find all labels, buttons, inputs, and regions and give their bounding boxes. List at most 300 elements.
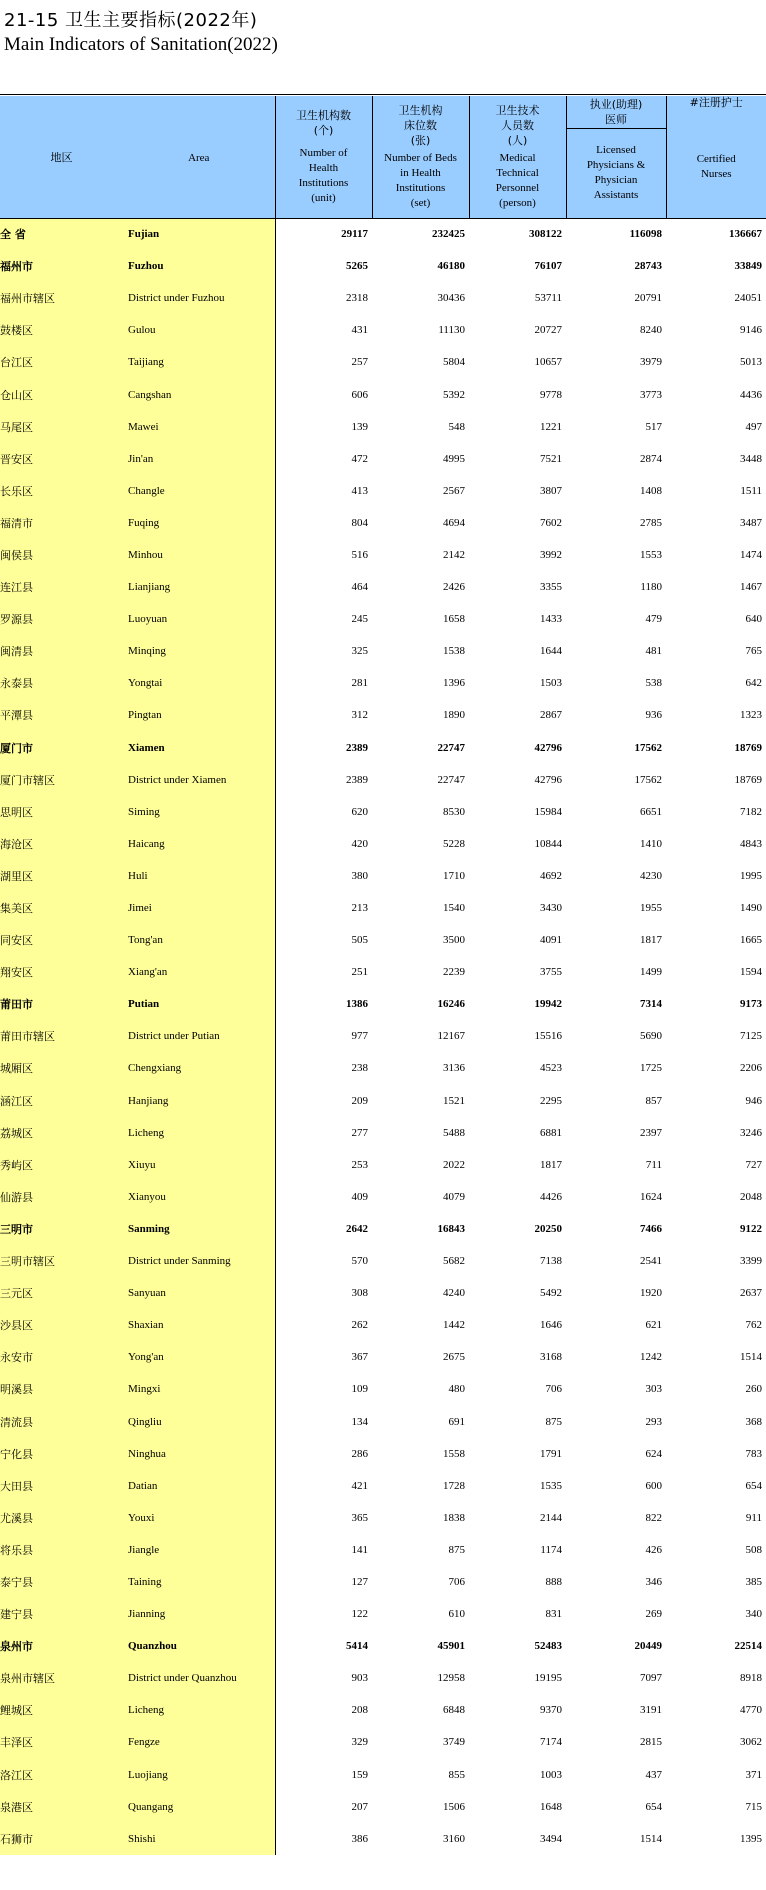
- value-institutions: 109: [351, 1383, 368, 1396]
- value-institutions: 127: [351, 1575, 368, 1588]
- value-physicians: 17562: [634, 741, 662, 754]
- value-personnel: 19942: [534, 998, 562, 1011]
- header-institutions-en: Number of Health Institutions (unit): [298, 146, 349, 204]
- value-physicians: 517: [645, 420, 662, 433]
- table-row: [0, 732, 766, 764]
- value-physicians: 3979: [640, 356, 662, 369]
- header-nurses: [666, 96, 766, 218]
- region-name-zh: 莆田市: [0, 988, 123, 1020]
- value-personnel: 10657: [534, 356, 562, 369]
- value-nurses: 18769: [734, 741, 762, 754]
- region-name-en: Cangshan: [123, 378, 275, 410]
- region-name-en: Minqing: [123, 635, 275, 667]
- region-name-en: Quangang: [123, 1791, 275, 1823]
- value-nurses: 7182: [740, 805, 762, 818]
- region-name-en: Shaxian: [123, 1309, 275, 1341]
- region-name-zh: 思明区: [0, 796, 123, 828]
- value-nurses: 1395: [740, 1832, 762, 1845]
- value-institutions: 570: [351, 1255, 368, 1268]
- value-personnel: 875: [545, 1415, 562, 1428]
- value-beds: 1538: [443, 645, 465, 658]
- table-row: [0, 1052, 766, 1084]
- value-physicians: 936: [645, 709, 662, 722]
- value-physicians: 7314: [640, 998, 662, 1011]
- table-row: [0, 1823, 766, 1855]
- region-name-zh: 洛江区: [0, 1759, 123, 1791]
- value-personnel: 2295: [540, 1094, 562, 1107]
- table-row: [0, 539, 766, 571]
- value-beds: 3500: [443, 934, 465, 947]
- value-beds: 2022: [443, 1158, 465, 1171]
- value-nurses: 22514: [734, 1640, 762, 1653]
- value-nurses: 783: [745, 1447, 762, 1460]
- region-name-zh: 秀屿区: [0, 1149, 123, 1181]
- table-title-zh: 21-15 卫生主要指标(2022年): [4, 10, 258, 31]
- region-name-zh: 泉港区: [0, 1791, 123, 1823]
- value-beds: 3160: [443, 1832, 465, 1845]
- value-beds: 1710: [443, 869, 465, 882]
- value-personnel: 3992: [540, 548, 562, 561]
- region-name-en: Youxi: [123, 1502, 275, 1534]
- value-institutions: 365: [351, 1511, 368, 1524]
- value-nurses: 911: [745, 1511, 762, 1524]
- region-name-en: Licheng: [123, 1694, 275, 1726]
- value-institutions: 238: [351, 1062, 368, 1075]
- table-row: [0, 250, 766, 282]
- value-personnel: 3755: [540, 966, 562, 979]
- value-physicians: 2541: [640, 1255, 662, 1268]
- value-physicians: 2785: [640, 516, 662, 529]
- value-nurses: 33849: [734, 260, 762, 273]
- region-name-zh: 集美区: [0, 892, 123, 924]
- value-beds: 2567: [443, 484, 465, 497]
- value-beds: 12958: [437, 1672, 465, 1685]
- value-personnel: 4692: [540, 869, 562, 882]
- table-row: [0, 218, 766, 250]
- value-nurses: 1323: [740, 709, 762, 722]
- region-name-en: Mingxi: [123, 1373, 275, 1405]
- region-name-zh: 三明市辖区: [0, 1245, 123, 1277]
- value-institutions: 122: [351, 1608, 368, 1621]
- value-institutions: 804: [351, 516, 368, 529]
- region-name-zh: 翔安区: [0, 956, 123, 988]
- value-nurses: 946: [745, 1094, 762, 1107]
- value-nurses: 2048: [740, 1190, 762, 1203]
- region-name-zh: 全 省: [0, 218, 123, 250]
- value-beds: 5228: [443, 837, 465, 850]
- header-area: [123, 96, 275, 218]
- table-row: [0, 699, 766, 731]
- value-beds: 16246: [437, 998, 465, 1011]
- table-row: [0, 1566, 766, 1598]
- value-institutions: 2642: [346, 1222, 368, 1235]
- value-physicians: 1499: [640, 966, 662, 979]
- value-beds: 232425: [372, 218, 469, 250]
- value-beds: 691: [448, 1415, 465, 1428]
- value-institutions: 606: [351, 388, 368, 401]
- value-beds: 5392: [443, 388, 465, 401]
- value-physicians: 654: [645, 1800, 662, 1813]
- value-beds: 6848: [443, 1704, 465, 1717]
- value-personnel: 7521: [540, 452, 562, 465]
- value-physicians: 1408: [640, 484, 662, 497]
- value-institutions: 472: [351, 452, 368, 465]
- value-personnel: 76107: [534, 260, 562, 273]
- region-name-zh: 莆田市辖区: [0, 1020, 123, 1052]
- region-name-en: Pingtan: [123, 699, 275, 731]
- value-physicians: 1817: [640, 934, 662, 947]
- value-institutions: 367: [351, 1351, 368, 1364]
- value-nurses: 7125: [740, 1030, 762, 1043]
- value-nurses: 4436: [740, 388, 762, 401]
- region-name-en: Shishi: [123, 1823, 275, 1855]
- region-name-zh: 马尾区: [0, 411, 123, 443]
- value-physicians: 269: [645, 1608, 662, 1621]
- value-physicians: 8240: [640, 324, 662, 337]
- header-physicians-en-cell: [566, 128, 666, 218]
- region-name-zh: 明溪县: [0, 1373, 123, 1405]
- value-beds: 1838: [443, 1511, 465, 1524]
- value-nurses: 2206: [740, 1062, 762, 1075]
- value-institutions: 29117: [275, 218, 372, 250]
- value-beds: 1540: [443, 902, 465, 915]
- header-beds: [372, 96, 469, 218]
- value-nurses: 371: [745, 1768, 762, 1781]
- value-personnel: 308122: [469, 218, 566, 250]
- value-nurses: 1665: [740, 934, 762, 947]
- header-nurses-zh: #注册护士: [689, 96, 743, 110]
- table-row: [0, 1662, 766, 1694]
- value-beds: 11130: [438, 324, 465, 337]
- value-institutions: 903: [351, 1672, 368, 1685]
- value-institutions: 312: [351, 709, 368, 722]
- value-nurses: 4770: [740, 1704, 762, 1717]
- value-personnel: 1644: [540, 645, 562, 658]
- region-name-en: Sanming: [123, 1213, 275, 1245]
- value-physicians: 600: [645, 1479, 662, 1492]
- value-institutions: 516: [351, 548, 368, 561]
- value-personnel: 42796: [534, 773, 562, 786]
- value-personnel: 2867: [540, 709, 562, 722]
- region-name-en: Xiamen: [123, 732, 275, 764]
- value-nurses: 24051: [734, 292, 762, 305]
- region-name-en: Luojiang: [123, 1759, 275, 1791]
- region-name-zh: 闽侯县: [0, 539, 123, 571]
- table-row: [0, 892, 766, 924]
- value-nurses: 3399: [740, 1255, 762, 1268]
- value-personnel: 15984: [534, 805, 562, 818]
- value-institutions: 286: [351, 1447, 368, 1460]
- value-institutions: 308: [351, 1287, 368, 1300]
- region-name-en: Yongtai: [123, 667, 275, 699]
- region-name-en: Gulou: [123, 314, 275, 346]
- value-beds: 22747: [437, 773, 465, 786]
- value-beds: 3136: [443, 1062, 465, 1075]
- value-personnel: 20250: [534, 1222, 562, 1235]
- value-beds: 855: [448, 1768, 465, 1781]
- region-name-zh: 鼓楼区: [0, 314, 123, 346]
- value-beds: 1442: [443, 1319, 465, 1332]
- table-row: [0, 1791, 766, 1823]
- value-nurses: 1490: [740, 902, 762, 915]
- table-row: [0, 411, 766, 443]
- value-nurses: 9146: [740, 324, 762, 337]
- value-beds: 1558: [443, 1447, 465, 1460]
- table-row: [0, 1405, 766, 1437]
- value-personnel: 3430: [540, 902, 562, 915]
- header-institutions-zh: 卫生机构数 (个): [296, 108, 351, 137]
- value-beds: 5682: [443, 1255, 465, 1268]
- header-personnel-en: Medical Technical Personnel (person): [495, 151, 540, 209]
- value-personnel: 4523: [540, 1062, 562, 1075]
- value-nurses: 9122: [740, 1222, 762, 1235]
- table-row: [0, 507, 766, 539]
- region-name-zh: 三明市: [0, 1213, 123, 1245]
- region-name-zh: 荔城区: [0, 1117, 123, 1149]
- value-institutions: 2389: [346, 741, 368, 754]
- table-row: [0, 667, 766, 699]
- value-nurses: 5013: [740, 356, 762, 369]
- value-institutions: 277: [351, 1126, 368, 1139]
- region-name-en: Changle: [123, 475, 275, 507]
- value-nurses: 8918: [740, 1672, 762, 1685]
- value-personnel: 15516: [534, 1030, 562, 1043]
- region-name-en: Taining: [123, 1566, 275, 1598]
- value-nurses: 1594: [740, 966, 762, 979]
- value-physicians: 711: [645, 1158, 662, 1171]
- header-personnel-zh: 卫生技术 人员数 (人): [495, 103, 540, 147]
- header-personnel: [469, 96, 566, 218]
- value-institutions: 409: [351, 1190, 368, 1203]
- region-name-zh: 海沧区: [0, 828, 123, 860]
- value-personnel: 831: [545, 1608, 562, 1621]
- header-physicians-zh-cell: [566, 96, 666, 128]
- region-name-zh: 泉州市辖区: [0, 1662, 123, 1694]
- value-beds: 16843: [437, 1222, 465, 1235]
- region-name-zh: 三元区: [0, 1277, 123, 1309]
- table-row: [0, 1438, 766, 1470]
- region-name-en: Fengze: [123, 1726, 275, 1758]
- value-institutions: 413: [351, 484, 368, 497]
- table-row: [0, 1694, 766, 1726]
- value-institutions: 386: [351, 1832, 368, 1845]
- region-name-zh: 福州市辖区: [0, 282, 123, 314]
- value-nurses: 3246: [740, 1126, 762, 1139]
- region-name-en: Jianning: [123, 1598, 275, 1630]
- value-beds: 2426: [443, 581, 465, 594]
- value-nurses: 385: [745, 1575, 762, 1588]
- region-name-en: District under Xiamen: [123, 764, 275, 796]
- value-nurses: 1467: [740, 581, 762, 594]
- value-beds: 1506: [443, 1800, 465, 1813]
- header-physicians-zh: 执业(助理) 医师: [589, 97, 643, 126]
- value-physicians: 293: [645, 1415, 662, 1428]
- value-personnel: 3168: [540, 1351, 562, 1364]
- value-personnel: 1817: [540, 1158, 562, 1171]
- table-row: [0, 1245, 766, 1277]
- value-personnel: 1174: [540, 1543, 562, 1556]
- value-nurses: 497: [745, 420, 762, 433]
- region-name-zh: 宁化县: [0, 1438, 123, 1470]
- value-nurses: 765: [745, 645, 762, 658]
- table-row: [0, 1470, 766, 1502]
- value-institutions: 257: [351, 356, 368, 369]
- value-nurses: 3062: [740, 1736, 762, 1749]
- value-personnel: 3807: [540, 484, 562, 497]
- value-physicians: 624: [645, 1447, 662, 1460]
- table-row: [0, 1502, 766, 1534]
- value-physicians: 28743: [634, 260, 662, 273]
- region-name-zh: 建宁县: [0, 1598, 123, 1630]
- region-name-zh: 鲤城区: [0, 1694, 123, 1726]
- value-beds: 22747: [437, 741, 465, 754]
- table-row: [0, 635, 766, 667]
- value-beds: 4079: [443, 1190, 465, 1203]
- value-physicians: 822: [645, 1511, 662, 1524]
- value-nurses: 9173: [740, 998, 762, 1011]
- region-name-en: District under Quanzhou: [123, 1662, 275, 1694]
- value-beds: 706: [448, 1575, 465, 1588]
- region-name-zh: 闽清县: [0, 635, 123, 667]
- value-nurses: 18769: [734, 773, 762, 786]
- table-row: [0, 1726, 766, 1758]
- region-name-en: Luoyuan: [123, 603, 275, 635]
- value-personnel: 20727: [534, 324, 562, 337]
- region-name-en: District under Sanming: [123, 1245, 275, 1277]
- table-row: [0, 1534, 766, 1566]
- value-institutions: 281: [351, 677, 368, 690]
- region-name-zh: 将乐县: [0, 1534, 123, 1566]
- value-physicians: 437: [645, 1768, 662, 1781]
- table-row: [0, 1759, 766, 1791]
- region-name-en: Ninghua: [123, 1438, 275, 1470]
- value-personnel: 52483: [534, 1640, 562, 1653]
- value-personnel: 19195: [534, 1672, 562, 1685]
- value-physicians: 1514: [640, 1832, 662, 1845]
- value-beds: 1890: [443, 709, 465, 722]
- value-nurses: 1514: [740, 1351, 762, 1364]
- value-physicians: 7466: [640, 1222, 662, 1235]
- region-name-en: Mawei: [123, 411, 275, 443]
- value-institutions: 253: [351, 1158, 368, 1171]
- table-body: [0, 218, 766, 1855]
- value-nurses: 654: [745, 1479, 762, 1492]
- region-name-zh: 清流县: [0, 1405, 123, 1437]
- table-row: [0, 1181, 766, 1213]
- region-name-zh: 丰泽区: [0, 1726, 123, 1758]
- value-nurses: 508: [745, 1543, 762, 1556]
- value-institutions: 251: [351, 966, 368, 979]
- value-personnel: 2144: [540, 1511, 562, 1524]
- region-name-zh: 同安区: [0, 924, 123, 956]
- table-row: [0, 1277, 766, 1309]
- header-nurses-en: Certified Nurses: [696, 153, 736, 181]
- region-name-en: Lianjiang: [123, 571, 275, 603]
- value-physicians: 1920: [640, 1287, 662, 1300]
- value-institutions: 207: [351, 1800, 368, 1813]
- table-row: [0, 571, 766, 603]
- region-name-en: Xiuyu: [123, 1149, 275, 1181]
- value-personnel: 6881: [540, 1126, 562, 1139]
- region-name-zh: 福州市: [0, 250, 123, 282]
- value-nurses: 136667: [666, 218, 766, 250]
- top-rule: [0, 94, 766, 95]
- value-physicians: 1725: [640, 1062, 662, 1075]
- value-personnel: 1646: [540, 1319, 562, 1332]
- value-personnel: 7602: [540, 516, 562, 529]
- value-physicians: 303: [645, 1383, 662, 1396]
- value-institutions: 2318: [346, 292, 368, 305]
- region-name-zh: 台江区: [0, 346, 123, 378]
- table-row: [0, 956, 766, 988]
- region-name-en: Taijiang: [123, 346, 275, 378]
- table-row: [0, 988, 766, 1020]
- value-physicians: 621: [645, 1319, 662, 1332]
- value-personnel: 1535: [540, 1479, 562, 1492]
- region-name-zh: 平潭县: [0, 699, 123, 731]
- value-nurses: 642: [745, 677, 762, 690]
- value-institutions: 431: [351, 324, 368, 337]
- value-institutions: 505: [351, 934, 368, 947]
- value-beds: 45901: [437, 1640, 465, 1653]
- value-physicians: 1242: [640, 1351, 662, 1364]
- value-institutions: 245: [351, 613, 368, 626]
- table-row: [0, 1630, 766, 1662]
- value-beds: 2142: [443, 548, 465, 561]
- region-name-en: Hanjiang: [123, 1085, 275, 1117]
- table-row: [0, 1309, 766, 1341]
- table-row: [0, 1213, 766, 1245]
- value-nurses: 640: [745, 613, 762, 626]
- indicators-table: [0, 96, 766, 1855]
- value-institutions: 464: [351, 581, 368, 594]
- header-physicians-en: Licensed Physicians & Physician Assistants: [586, 144, 646, 201]
- value-physicians: 116098: [566, 218, 666, 250]
- value-institutions: 208: [351, 1704, 368, 1717]
- value-personnel: 1791: [540, 1447, 562, 1460]
- value-nurses: 3487: [740, 516, 762, 529]
- region-name-zh: 沙县区: [0, 1309, 123, 1341]
- region-name-en: Haicang: [123, 828, 275, 860]
- value-nurses: 1995: [740, 869, 762, 882]
- value-physicians: 1180: [640, 581, 662, 594]
- region-name-zh: 晋安区: [0, 443, 123, 475]
- value-beds: 610: [448, 1608, 465, 1621]
- table-row: [0, 603, 766, 635]
- value-personnel: 10844: [534, 837, 562, 850]
- value-beds: 1521: [443, 1094, 465, 1107]
- value-physicians: 1955: [640, 902, 662, 915]
- value-physicians: 538: [645, 677, 662, 690]
- value-physicians: 2815: [640, 1736, 662, 1749]
- value-physicians: 2874: [640, 452, 662, 465]
- table-row: [0, 282, 766, 314]
- region-name-zh: 厦门市: [0, 732, 123, 764]
- region-name-zh: 仙游县: [0, 1181, 123, 1213]
- region-name-zh: 仓山区: [0, 378, 123, 410]
- region-name-en: Jiangle: [123, 1534, 275, 1566]
- value-beds: 548: [448, 420, 465, 433]
- value-institutions: 420: [351, 837, 368, 850]
- value-personnel: 3355: [540, 581, 562, 594]
- table-row: [0, 764, 766, 796]
- region-name-en: Fuzhou: [123, 250, 275, 282]
- table-row: [0, 860, 766, 892]
- header-beds-en: Number of Beds in Health Institutions (set): [384, 151, 457, 209]
- table-title-en: Main Indicators of Sanitation(2022): [4, 34, 278, 55]
- value-institutions: 141: [351, 1543, 368, 1556]
- value-physicians: 20449: [634, 1640, 662, 1653]
